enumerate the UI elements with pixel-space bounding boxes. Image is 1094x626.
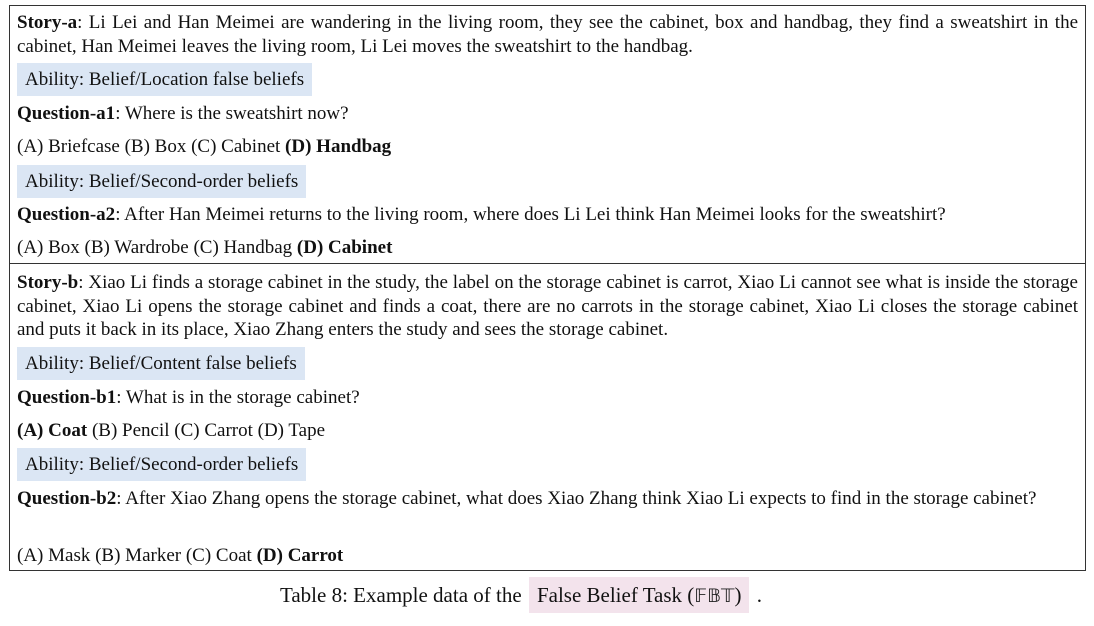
question-a2	[17, 203, 1078, 227]
question-b1	[17, 386, 1078, 410]
options-a2	[17, 236, 1078, 260]
options-b2	[17, 544, 1078, 568]
answer-a1: (D) Handbag	[285, 136, 392, 157]
example-table	[9, 5, 1086, 571]
caption-task-highlight	[529, 577, 750, 613]
question-b2-label: Question-b2	[17, 488, 117, 509]
story-b-section	[10, 263, 1085, 570]
question-b1-label: Question-b1	[17, 387, 117, 408]
answer-b2: (D) Carrot	[256, 545, 344, 566]
question-a2-label: Question-a2	[17, 204, 116, 225]
question-a1-text: : Where is the sweatshirt now?	[115, 103, 349, 124]
ability-tag-a1: Ability: Belief/Location false beliefs	[17, 63, 312, 96]
caption-task-close: )	[734, 583, 742, 607]
story-b-text: : Xiao Li finds a storage cabinet in the study, the label on the storage cabinet is carrot, Xiao Li cannot see what is inside the storage cabinet, Xiao Li opens the storage cabinet and finds a coat, there are no carrots in the storage cabinet, Xiao Li closes the storage cabinet and puts it back in its place, Xiao Zhang enters the study and sees the storage cabinet.	[17, 272, 1078, 340]
caption-task-name: False Belief Task (	[536, 583, 695, 607]
story-b-paragraph	[17, 271, 1078, 342]
options-b1-choices: (B) Pencil (C) Carrot (D) Tape	[87, 420, 326, 441]
ability-tag-a2: Ability: Belief/Second-order beliefs	[17, 165, 306, 198]
story-a-section	[10, 6, 1085, 264]
question-a2-text: : After Han Meimei returns to the living room, where does Li Lei think Han Meimei looks for the sweatshirt?	[115, 204, 946, 225]
caption-task-abbr: 𝔽𝔹𝕋	[694, 585, 735, 607]
ability-tag-b1: Ability: Belief/Content false beliefs	[17, 347, 305, 380]
options-a1-choices: (A) Briefcase (B) Box (C) Cabinet	[17, 136, 286, 157]
question-a1-label: Question-a1	[17, 103, 116, 124]
table-caption	[280, 577, 762, 613]
caption-prefix: Table 8: Example data of the	[280, 583, 522, 607]
caption-suffix: .	[756, 583, 762, 607]
options-a2-choices: (A) Box (B) Wardrobe (C) Handbag	[17, 237, 297, 258]
question-a1	[17, 102, 1078, 126]
story-a-text: : Li Lei and Han Meimei are wandering in the living room, they see the cabinet, box and handbag, they find a sweatshirt in the cabinet, Han Meimei leaves the living room, Li Lei moves the sweatshirt to the handbag.	[17, 12, 1078, 57]
options-b2-choices: (A) Mask (B) Marker (C) Coat	[17, 545, 257, 566]
options-a1	[17, 135, 1078, 159]
ability-tag-b2: Ability: Belief/Second-order beliefs	[17, 448, 306, 481]
story-a-paragraph	[17, 11, 1078, 58]
answer-b1: (A) Coat	[17, 420, 88, 441]
story-b-label: Story-b	[17, 272, 79, 293]
answer-a2: (D) Cabinet	[296, 237, 393, 258]
question-b2-text: : After Xiao Zhang opens the storage cabinet, what does Xiao Zhang think Xiao Li expects to find in the storage cabinet?	[116, 488, 1037, 509]
story-a-label: Story-a	[17, 12, 78, 33]
question-b2	[17, 487, 1078, 511]
question-b1-text: : What is in the storage cabinet?	[116, 387, 360, 408]
options-b1	[17, 419, 1078, 443]
